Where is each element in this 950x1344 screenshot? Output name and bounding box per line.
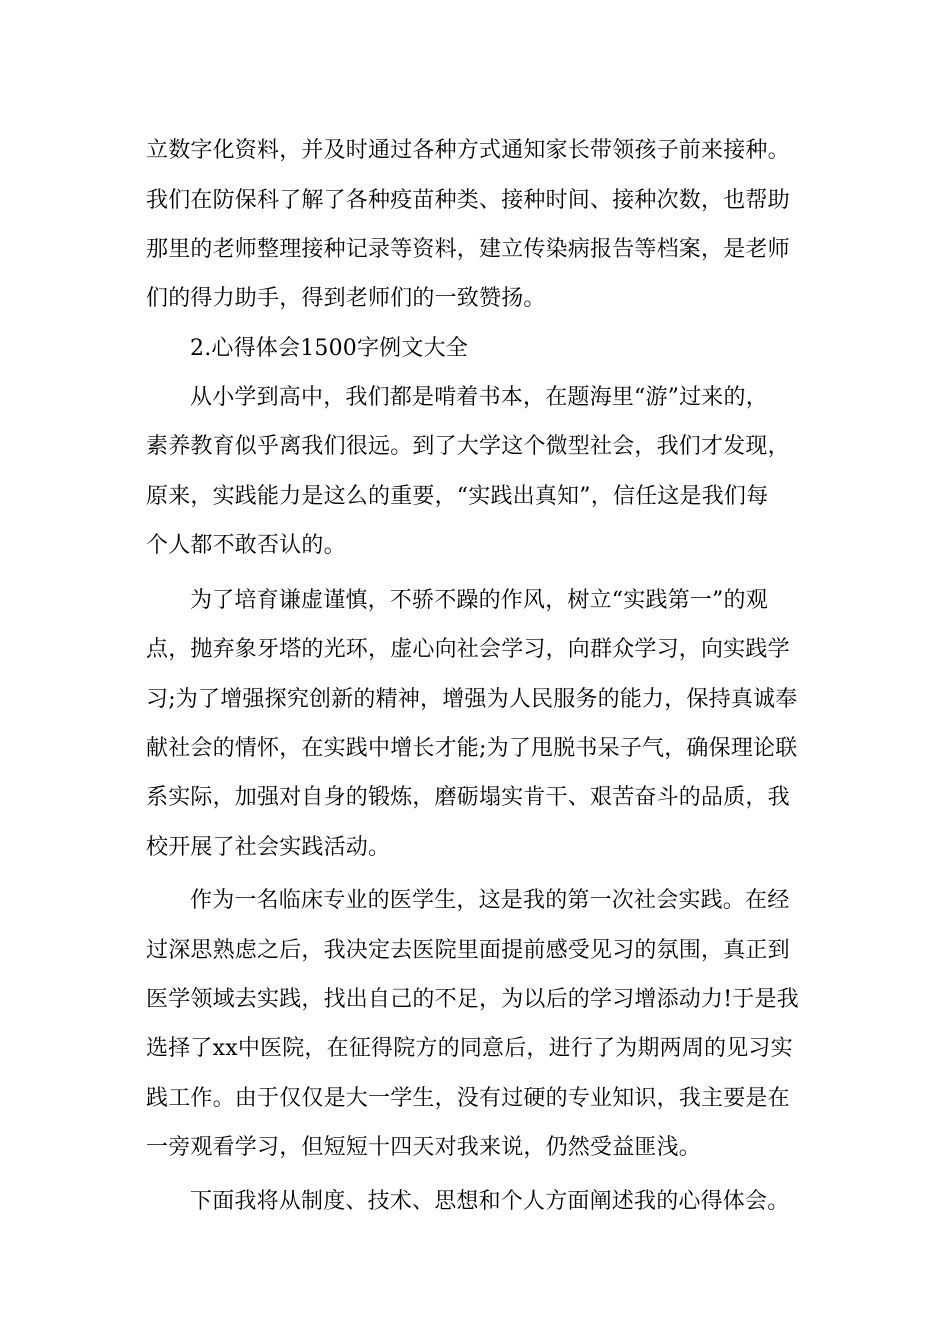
text-line: 那里的老师整理接种记录等资料，建立传染病报告等档案，是老师 <box>146 237 790 262</box>
text-line: 系实际，加强对自身的锻炼，磨砺塌实肯干、艰苦奋斗的品质，我 <box>146 785 790 810</box>
text-line: 们的得力助手，得到老师们的一致赞扬。 <box>146 286 546 311</box>
text-line: 原来，实践能力是这么的重要，“实践出真知”，信任这是我们每 <box>146 484 769 509</box>
text-line: 为了培育谦虚谨慎，不骄不躁的作风，树立“实践第一”的观 <box>190 588 768 613</box>
text-line: 个人都不敢否认的。 <box>146 533 346 558</box>
text-line: 医学领域去实践，找出自己的不足，为以后的学习增添动力!于是我 <box>146 987 799 1012</box>
text-line: 一旁观看学习，但短短十四天对我来说，仍然受益匪浅。 <box>146 1135 702 1160</box>
text-line: 践工作。由于仅仅是大一学生，没有过硬的专业知识，我主要是在 <box>146 1086 790 1111</box>
text-line: 立数字化资料，并及时通过各种方式通知家长带领孩子前来接种。 <box>146 138 790 163</box>
text-line: 献社会的情怀，在实践中增长才能;为了甩脱书呆子气，确保理论联 <box>146 736 798 761</box>
text-line: 习;为了增强探究创新的精神，增强为人民服务的能力，保持真诚奉 <box>146 687 798 712</box>
text-line: 校开展了社会实践活动。 <box>146 835 391 860</box>
text-line: 过深思熟虑之后，我决定去医院里面提前感受见习的氛围，真正到 <box>146 938 790 963</box>
text-line: 下面我将从制度、技术、思想和个人方面阐述我的心得体会。 <box>190 1189 790 1214</box>
text-line: 点，抛弃象牙塔的光环，虚心向社会学习，向群众学习，向实践学 <box>146 637 790 662</box>
text-line: 作为一名临床专业的医学生，这是我的第一次社会实践。在经 <box>190 888 790 913</box>
text-line: 我们在防保科了解了各种疫苗种类、接种时间、接种次数，也帮助 <box>146 188 790 213</box>
text-line: 选择了xx中医院，在征得院方的同意后，进行了为期两周的见习实 <box>146 1036 793 1061</box>
text-line: 素养教育似乎离我们很远。到了大学这个微型社会，我们才发现， <box>146 434 790 459</box>
section-heading: 2.心得体会1500字例文大全 <box>190 336 468 361</box>
text-line: 从小学到高中，我们都是啃着书本，在题海里“游”过来的， <box>190 385 768 410</box>
